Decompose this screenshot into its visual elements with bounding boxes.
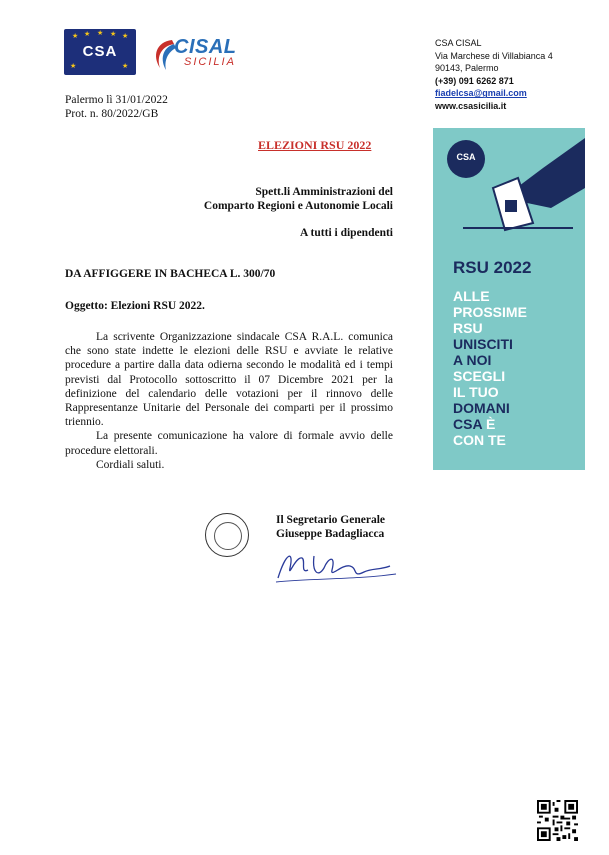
slogan-line: IL TUO (453, 384, 499, 400)
slogan-csa: CSA (453, 416, 483, 432)
document-title: ELEZIONI RSU 2022 (258, 138, 372, 152)
contact-website[interactable]: www.csasicilia.it (435, 100, 507, 111)
protocol-number: Prot. n. 80/2022/GB (65, 107, 159, 120)
stamp-inner-ring (214, 522, 242, 550)
poster-csa-badge (447, 140, 485, 178)
place-date: Palermo lì 31/01/2022 (65, 94, 168, 106)
qr-code[interactable] (537, 800, 578, 841)
sicilia-word: SICILIA (184, 56, 236, 68)
recipient-line-2: Comparto Regioni e Autonomie Locali (203, 200, 393, 212)
slogan-line: DOMANI (453, 400, 510, 416)
handwritten-signature (272, 548, 402, 588)
slogan-line: A NOI (453, 352, 492, 368)
csa-logo: ★ ★ ★ ★ ★ ★ ★ CSA (64, 29, 136, 75)
contact-city: 90143, Palermo (435, 63, 499, 74)
official-stamp (205, 513, 249, 557)
body-closing: Cordiali saluti. (96, 458, 165, 471)
cisal-word: CISAL (174, 36, 237, 58)
signatory-name: Giuseppe Badagliacca (276, 528, 385, 540)
poster-slogan (453, 288, 527, 448)
recipients (204, 185, 393, 213)
slogan-line: UNISCITI (453, 336, 513, 352)
cisal-sicilia-logo (150, 34, 250, 74)
contact-email-link[interactable]: fiadelcsa@gmail.com (435, 88, 527, 99)
slogan-line: SCEGLI (453, 368, 506, 384)
signatory-role: Il Segretario Generale (276, 514, 386, 526)
contact-block (435, 37, 553, 113)
contact-street: Via Marchese di Villabianca 4 (435, 50, 553, 61)
body-paragraph-2: La presente comunicazione ha valore di formale avvio delle procedure elettorali. (65, 430, 393, 457)
contact-org: CSA CISAL (435, 38, 482, 48)
subject-line: Oggetto: Elezioni RSU 2022. (65, 300, 205, 312)
recipient-line-3: A tutti i dipendenti (300, 227, 393, 239)
letter-meta (65, 94, 168, 121)
signature-block (276, 513, 385, 541)
rsu-poster (433, 128, 585, 470)
poster-badge-text: CSA (456, 152, 476, 162)
slogan-line: CON TE (453, 432, 506, 448)
slogan-line: RSU (453, 320, 483, 336)
contact-phone: (+39) 091 6262 871 (435, 75, 514, 86)
posting-notice: DA AFFIGGERE IN BACHECA L. 300/70 (65, 268, 276, 280)
body-paragraph-1: La scrivente Organizzazione sindacale CSA R.A.L. comunica che sono state indette le elezioni delle RSU e avviate le relative procedure a partire dalla data odierna secondo le modalità ed i tempi previsti dal Protocollo sottoscritto il 07 Dicembre 2021 per la definizione del calendario delle votazioni per il rinnovo delle Rappresentanze Unitarie del Personale dei comparti per il prossimo triennio. (65, 331, 393, 429)
poster-heading: RSU 2022 (453, 258, 532, 277)
slogan-line: PROSSIME (453, 304, 527, 320)
slogan-e: È (485, 416, 496, 432)
csa-logo-text: CSA (82, 43, 118, 60)
slogan-line: ALLE (453, 288, 490, 304)
recipient-line-1: Spett.li Amministrazioni del (255, 186, 393, 198)
letter-body (65, 330, 393, 472)
